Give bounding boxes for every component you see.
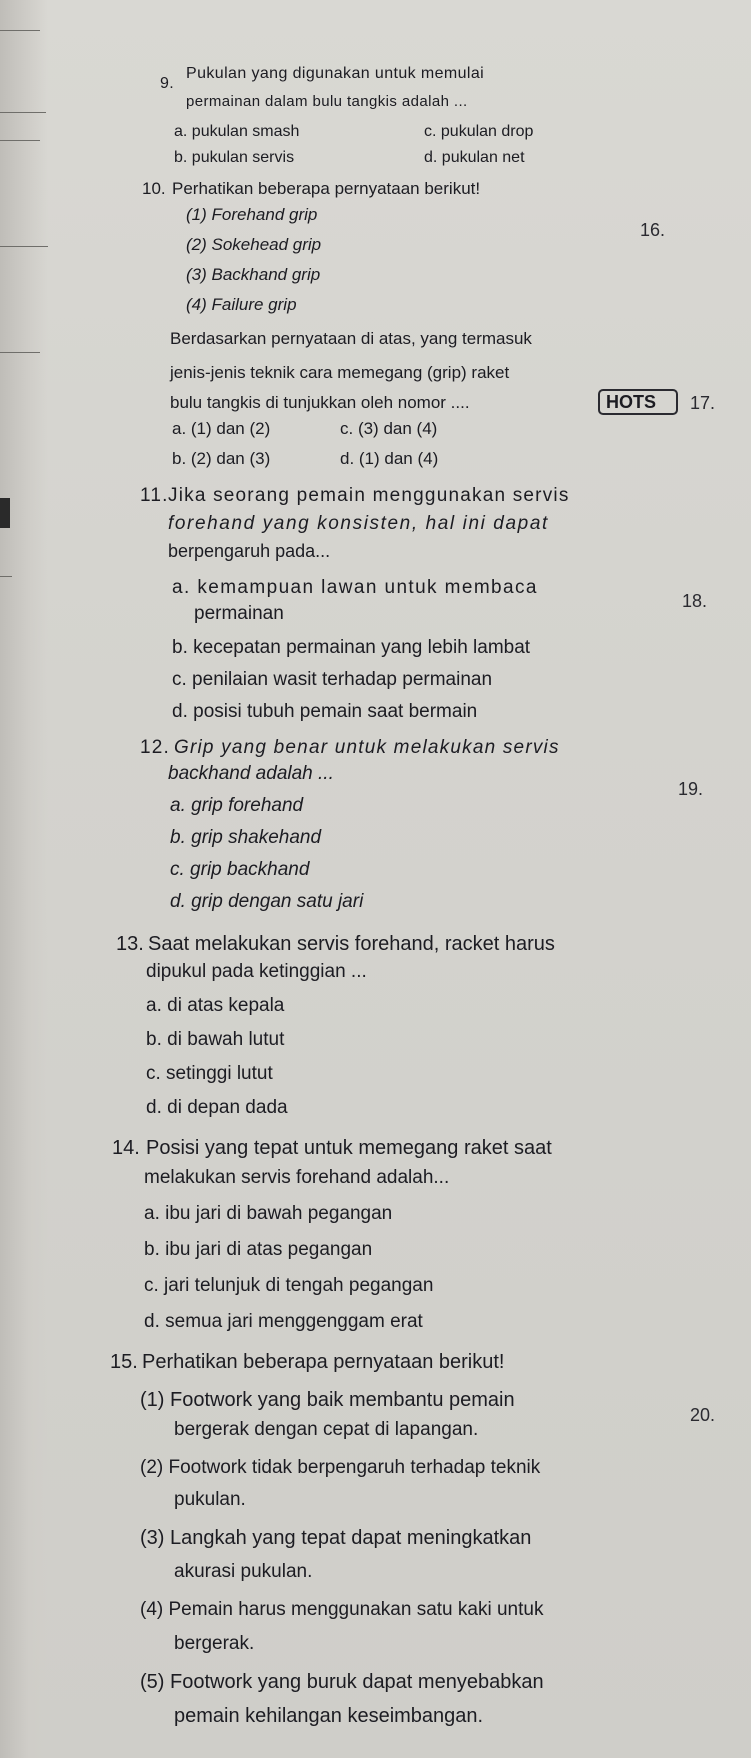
q15-stem: Perhatikan beberapa pernyataan berikut! — [142, 1351, 505, 1373]
q15-statement-3: (3) Langkah yang tepat dapat meningkatkan — [140, 1527, 532, 1549]
q13-option-b: b. di bawah lutut — [146, 1029, 285, 1050]
q9-stem: Pukulan yang digunakan untuk memulai — [186, 65, 485, 82]
q10-text-line-1: Berdasarkan pernyataan di atas, yang termasuk — [170, 329, 532, 348]
q11-stem-line-2: forehand yang konsisten, hal ini dapat — [168, 513, 549, 534]
q15-statement-4: (4) Pemain harus menggunakan satu kaki untuk — [140, 1599, 544, 1620]
q10-option-d: d. (1) dan (4) — [340, 449, 439, 468]
q10-number: 10. — [142, 179, 166, 198]
q15-statement-2: (2) Footwork tidak berpengaruh terhadap teknik — [140, 1457, 541, 1478]
q13-stem-line-1: Saat melakukan servis forehand, racket harus — [148, 933, 555, 955]
q14-option-b: b. ibu jari di atas pegangan — [144, 1239, 373, 1260]
page-binding-shadow — [0, 0, 48, 1758]
q10-option-b: b. (2) dan (3) — [172, 449, 271, 468]
q9-stem-cont: permainan dalam bulu tangkis adalah ... — [186, 93, 468, 110]
q13-option-c: c. setinggi lutut — [146, 1063, 273, 1084]
q15-statement-1: (1) Footwork yang baik membantu pemain — [140, 1389, 515, 1411]
q12-stem-line-2: backhand adalah ... — [168, 763, 334, 784]
q9-option-b: b. pukulan servis — [174, 149, 295, 166]
q10-item-1: (1) Forehand grip — [186, 205, 318, 224]
q9-number: 9. — [160, 75, 175, 92]
q12-number: 12. — [140, 737, 171, 758]
q13-stem-line-2: dipukul pada ketinggian ... — [146, 961, 367, 982]
q9-option-c: c. pukulan drop — [424, 123, 534, 140]
q9-option-d: d. pukulan net — [424, 149, 525, 166]
q10-text-line-3: bulu tangkis di tunjukkan oleh nomor .... — [170, 393, 470, 412]
q11-stem-line-1: Jika seorang pemain menggunakan servis — [168, 485, 570, 506]
prev-page-line — [0, 246, 48, 247]
q11-option-a-cont: permainan — [194, 603, 284, 624]
side-number-17: 17. — [690, 393, 716, 413]
prev-page-line — [0, 140, 40, 141]
side-number-18: 18. — [682, 591, 708, 611]
q13-option-a: a. di atas kepala — [146, 995, 285, 1016]
q9-option-a: a. pukulan smash — [174, 123, 300, 140]
q10-item-2: (2) Sokehead grip — [186, 235, 322, 254]
q14-stem-line-1: Posisi yang tepat untuk memegang raket saat — [146, 1137, 552, 1159]
prev-page-mark — [0, 498, 10, 528]
q13-option-d: d. di depan dada — [146, 1097, 288, 1118]
q13-number: 13. — [116, 933, 144, 955]
q12-option-d: d. grip dengan satu jari — [170, 891, 364, 912]
side-number-16: 16. — [640, 220, 666, 240]
side-number-19: 19. — [678, 779, 704, 799]
q12-option-b: b. grip shakehand — [170, 827, 322, 848]
q14-stem-line-2: melakukan servis forehand adalah... — [144, 1167, 450, 1188]
q12-option-c: c. grip backhand — [170, 859, 310, 880]
q15-statement-2-cont: pukulan. — [174, 1489, 246, 1510]
side-number-20: 20. — [690, 1405, 716, 1425]
q10-text-line-2: jenis-jenis teknik cara memegang (grip) raket — [170, 363, 510, 382]
q11-option-d: d. posisi tubuh pemain saat bermain — [172, 701, 478, 722]
q10-option-c: c. (3) dan (4) — [340, 419, 438, 438]
q15-statement-3-cont: akurasi pukulan. — [174, 1561, 313, 1582]
q15-statement-4-cont: bergerak. — [174, 1633, 255, 1654]
q11-number: 11. — [140, 485, 169, 506]
q15-statement-5: (5) Footwork yang buruk dapat menyebabkan — [140, 1671, 544, 1693]
q11-option-c: c. penilaian wasit terhadap permainan — [172, 669, 493, 690]
prev-page-line — [0, 352, 40, 353]
q10-item-4: (4) Failure grip — [186, 295, 297, 314]
q15-statement-1-cont: bergerak dengan cepat di lapangan. — [174, 1419, 479, 1440]
q14-option-c: c. jari telunjuk di tengah pegangan — [144, 1275, 434, 1296]
q15-statement-5-cont: pemain kehilangan keseimbangan. — [174, 1705, 484, 1727]
prev-page-line — [0, 112, 46, 113]
q14-option-d: d. semua jari menggenggam erat — [144, 1311, 423, 1332]
q11-stem-line-3: berpengaruh pada... — [168, 541, 331, 561]
q11-option-a: a. kemampuan lawan untuk membaca — [172, 577, 538, 598]
q11-option-b: b. kecepatan permainan yang lebih lambat — [172, 637, 531, 658]
q10-option-a: a. (1) dan (2) — [172, 419, 271, 438]
q15-number: 15. — [110, 1351, 138, 1373]
prev-page-line — [0, 576, 12, 577]
q14-number: 14. — [112, 1137, 140, 1159]
hots-badge-label: HOTS — [606, 392, 657, 412]
q10-item-3: (3) Backhand grip — [186, 265, 321, 284]
prev-page-line — [0, 30, 40, 31]
q12-stem-line-1: Grip yang benar untuk melakukan servis — [174, 737, 560, 758]
q10-stem: Perhatikan beberapa pernyataan berikut! — [172, 179, 481, 198]
q14-option-a: a. ibu jari di bawah pegangan — [144, 1203, 393, 1224]
q12-option-a: a. grip forehand — [170, 795, 304, 816]
